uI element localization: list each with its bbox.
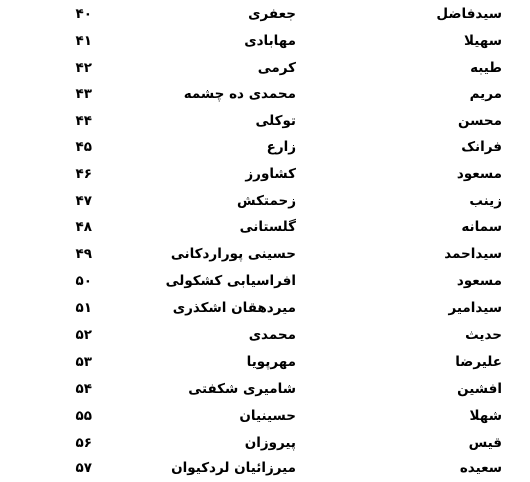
table-row	[0, 455, 530, 482]
first-name-cell: افشین	[457, 381, 502, 397]
row-number-cell: ۵۰	[75, 273, 92, 289]
row-number-cell: ۴۵	[75, 139, 92, 155]
first-name-cell: مسعود	[456, 273, 502, 289]
table-row	[0, 403, 530, 430]
row-number-cell: ۴۰	[75, 6, 92, 22]
first-name-cell: طیبه	[470, 60, 502, 76]
last-name-cell: زارع	[266, 139, 296, 155]
row-number-cell: ۴۶	[75, 166, 92, 182]
first-name-cell: قیس	[468, 435, 502, 451]
first-name-cell: سمانه	[461, 219, 502, 235]
table-row	[0, 81, 530, 108]
last-name-cell: شامیری شکفتی	[188, 381, 296, 397]
table-row	[0, 322, 530, 349]
table-row	[0, 214, 530, 241]
last-name-cell: افراسیابی کشکولی	[165, 273, 296, 289]
last-name-cell: محمدی ده چشمه	[183, 86, 296, 102]
row-number-cell: ۴۲	[75, 60, 92, 76]
table-row	[0, 241, 530, 268]
table-row	[0, 55, 530, 82]
row-number-cell: ۵۶	[75, 435, 92, 451]
first-name-cell: سیدفاضل	[436, 6, 502, 22]
first-name-cell: محسن	[458, 113, 502, 129]
row-number-cell: ۴۱	[75, 33, 92, 49]
row-number-cell: ۴۹	[75, 246, 92, 262]
table-row	[0, 349, 530, 376]
row-number-cell: ۵۴	[75, 381, 92, 397]
first-name-cell: مسعود	[456, 166, 502, 182]
last-name-cell: مهابادی	[244, 33, 296, 49]
first-name-cell: سعیده	[459, 460, 502, 476]
row-number-cell: ۴۸	[75, 219, 92, 235]
last-name-cell: کرمی	[257, 60, 296, 76]
first-name-cell: مریم	[469, 86, 502, 102]
last-name-cell: پیروزان	[244, 435, 296, 451]
last-name-cell: مهرپویا	[246, 354, 296, 370]
last-name-cell: کشاورز	[245, 166, 296, 182]
row-number-cell: ۵۵	[75, 408, 92, 424]
first-name-cell: حدیث	[465, 327, 502, 343]
row-number-cell: ۵۱	[75, 300, 92, 316]
row-number-cell: ۵۲	[75, 327, 92, 343]
table-row	[0, 161, 530, 188]
last-name-cell: گلستانی	[239, 219, 296, 235]
table-row	[0, 376, 530, 403]
table-row	[0, 1, 530, 28]
last-name-cell: زحمتکش	[237, 193, 296, 209]
row-number-cell: ۵۷	[75, 460, 92, 476]
last-name-cell: حسینی پوراردکانی	[170, 246, 296, 262]
row-number-cell: ۴۴	[75, 113, 92, 129]
table-row	[0, 108, 530, 135]
last-name-cell: جعفری	[248, 6, 296, 22]
first-name-cell: سهیلا	[464, 33, 502, 49]
row-number-cell: ۴۷	[75, 193, 92, 209]
last-name-cell: حسینیان	[239, 408, 296, 424]
last-name-cell: میردهقان اشکذری	[172, 300, 296, 316]
first-name-cell: سیداحمد	[444, 246, 502, 262]
row-number-cell: ۴۳	[75, 86, 92, 102]
first-name-cell: زینب	[469, 193, 502, 209]
table-row	[0, 295, 530, 322]
last-name-cell: توکلی	[255, 113, 296, 129]
table-row	[0, 188, 530, 215]
table-row	[0, 430, 530, 457]
first-name-cell: سیدامیر	[448, 300, 502, 316]
first-name-cell: علیرضا	[455, 354, 502, 370]
last-name-cell: میرزائیان لردکیوان	[171, 460, 296, 476]
table-row	[0, 134, 530, 161]
first-name-cell: فرانک	[461, 139, 502, 155]
table-row	[0, 28, 530, 55]
first-name-cell: شهلا	[469, 408, 502, 424]
row-number-cell: ۵۳	[75, 354, 92, 370]
table-row	[0, 268, 530, 295]
last-name-cell: محمدی	[248, 327, 296, 343]
